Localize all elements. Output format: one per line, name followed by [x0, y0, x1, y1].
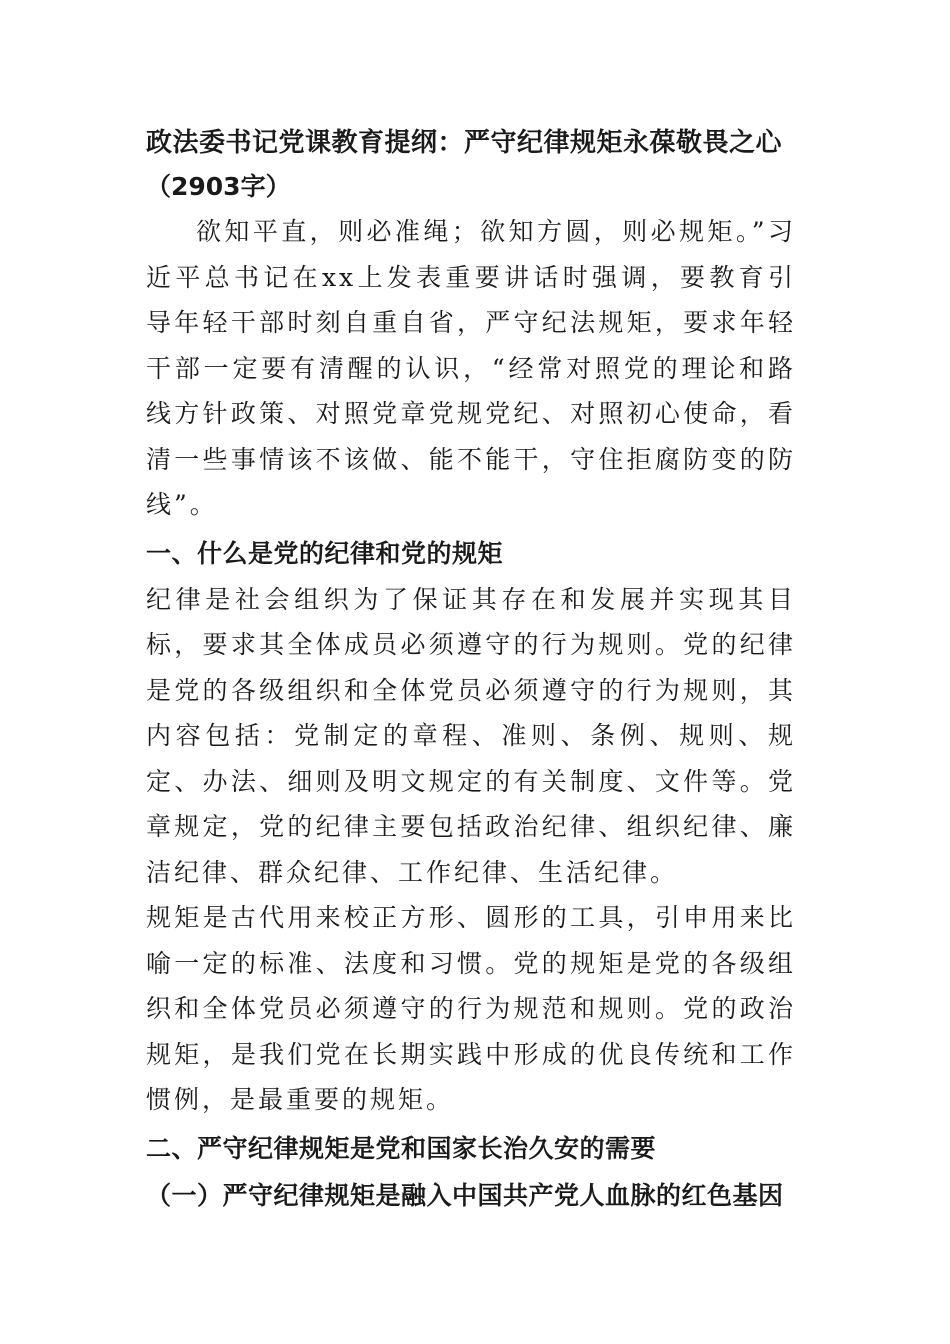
document-page — [146, 121, 796, 1219]
document-subtitle: （2903字） — [146, 172, 291, 201]
section-2-heading: 二、严守纪律规矩是党和国家长治久安的需要 — [146, 1133, 657, 1163]
section-2-subheading: （一）严守纪律规矩是融入中国共产党人血脉的红色基因 — [146, 1180, 784, 1210]
section-1-heading: 一、什么是党的纪律和党的规矩 — [146, 538, 504, 568]
section-1-paragraph-2: 规矩是古代用来校正方形、圆形的工具，引申用来比喻一定的标准、法度和习惯。党的规矩是党的各级组织和全体党员必须遵守的行为规范和规则。党的政治规矩，是我们党在长期实践中形成的优良传统和工作惯例，是最重要的规矩。 — [146, 903, 796, 1114]
document-title: 政法委书记党课教育提纲：严守纪律规矩永葆敬畏之心 — [146, 128, 783, 158]
section-1-paragraph-1: 纪律是社会组织为了保证其存在和发展并实现其目标，要求其全体成员必须遵守的行为规则。党的纪律是党的各级组织和全体党员必须遵守的行为规则，其内容包括：党制定的章程、准则、条例、规则、规定、办法、细则及明文规定的有关制度、文件等。党章规定，党的纪律主要包括政治纪律、组织纪律、廉洁纪律、群众纪律、工作纪律、生活纪律。 — [146, 584, 796, 887]
intro-paragraph: 欲知平直，则必准绳；欲知方圆，则必规矩。”习近平总书记在xx上发表重要讲话时强调，要教育引导年轻干部时刻自重自省，严守纪法规矩，要求年轻干部一定要有清醒的认识，“经常对照党的理论和路线方针政策、对照党章党规党纪、对照初心使命，看清一些事情该不该做、能不能干，守住拒腐防变的防线”。 — [146, 217, 796, 519]
